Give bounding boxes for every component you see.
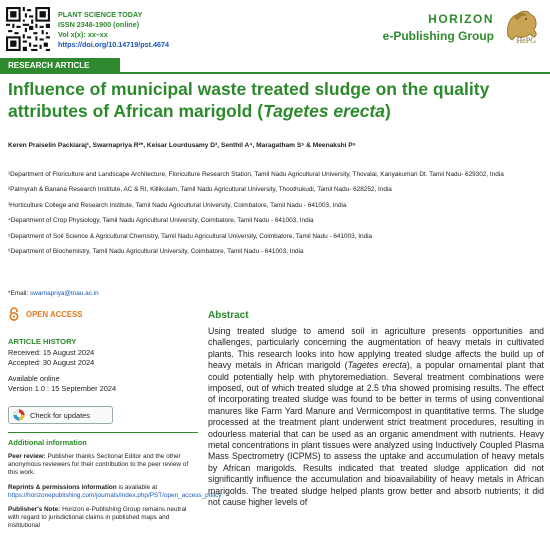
article-title [8, 78, 538, 122]
journal-issn: ISSN 2348-1900 (online) [58, 20, 140, 29]
affiliation-3: ³Horticulture College and Research Institute, Tamil Nadu Agricultural University, Coimbatore, Tamil Nadu - 641003, India [8, 201, 347, 209]
open-lock-icon [8, 307, 20, 321]
article-history [8, 348, 198, 394]
peer-review-label: Peer review: [8, 453, 46, 460]
email-link[interactable]: swarnapriya@tnau.ac.in [30, 290, 99, 297]
qr-code-icon [6, 7, 50, 51]
affiliation-1: ¹Department of Floriculture and Landscape Architecture, Floriculture Research Station, Tamil Nadu Agricultural University, Thovalai, Kanyakumari Dt. Tamil Nadu- 629302, India [8, 171, 504, 178]
additional-info-heading: Additional information [8, 438, 87, 447]
peer-review-note [8, 453, 198, 478]
accepted-date: Accepted: 30 August 2024 [8, 358, 95, 367]
reprints-text: is available at [116, 483, 158, 491]
journal-header [0, 0, 550, 56]
sidebar-divider [8, 432, 198, 433]
reprints-link[interactable]: https://horizonepublishing.com/journals/index.php/PST/open_access_policy [8, 491, 222, 499]
affiliation-6: ⁶Department of Biochemistry, Tamil Nadu Agricultural University, Coimbatore, Tamil Nadu - 641003, India [8, 247, 304, 255]
crossmark-icon [13, 409, 25, 421]
article-type-badge: RESEARCH ARTICLE [0, 58, 120, 74]
reprints-label: Reprints & permissions information [8, 483, 117, 491]
lion-logo-icon [500, 6, 542, 52]
abstract-heading: Abstract [208, 310, 249, 321]
reprints-note [8, 483, 222, 500]
open-access-badge [8, 306, 198, 322]
journal-name: PLANT SCIENCE TODAY [58, 10, 143, 19]
email-label: *Email: [8, 290, 31, 297]
abstract-body [208, 326, 544, 509]
open-access-label: OPEN ACCESS [26, 309, 83, 319]
doi-link[interactable]: https://doi.org/10.14719/pst.4674 [58, 40, 170, 49]
journal-volume: Vol x(x): xx–xx [58, 30, 108, 39]
corresponding-email [8, 290, 99, 297]
affiliation-2: ²Palmyrah & Banana Research Institute, AC & RI, Killikulam, Tamil Nadu Agricultural University, Thoothukudi, Tamil Nadu- 628252, India [8, 186, 392, 194]
article-sidebar [8, 306, 222, 531]
header-divider [120, 72, 550, 74]
title-species: Tagetes erecta [263, 101, 385, 121]
author-list: Keren Praiselin Packiaraj¹, Swarnapriya R²*, Keisar Lourdusamy D³, Senthil A⁴, Maragatham S⁵ & Meenakshi P⁶ [8, 142, 356, 149]
publisher-line2: e-Publishing Group [382, 29, 494, 43]
publisher-line1: HORIZON [428, 12, 494, 26]
journal-info [58, 10, 169, 50]
peer-review-text: Publisher thanks Sectional Editor and the other anonymous reviewers for their contribution to the peer review of this work. [8, 453, 189, 477]
check-for-updates-button[interactable] [8, 406, 113, 424]
title-main: Influence of municipal waste treated sludge on the quality attributes of African marigold ( [8, 79, 490, 121]
publisher-logo-text: HePG [516, 36, 536, 45]
publisher-name [383, 12, 494, 43]
version-date: Version 1.0 : 15 September 2024 [8, 384, 117, 393]
abstract-species: Tagetes erecta [347, 360, 407, 371]
abstract-text-2: ), a popular ornamental plant that could potentially help with phytoremediation. Several treatment combinations were imposed, out of which treated sludge at 2.5 t/ha showed promising results. The effect of incorporating treated sludge was found to be better in terms of using conventional manures like Farm Yard Manure and Vermicompost in quantitative terms. The sludge processed at the treatment plant underwent strict treatment procedures, resulting in odourless material that can be used as an organic amendment with nutrients. Heavy metal concentrations in plant tissues were analyzed using Inductively Coupled Plasma Mass Spectrometry (ICPMS) to assess the uptake and accumulation of heavy metals by African marigolds. Results indicated that treated sludge application did not significantly influence the accumulation and bioavailability of heavy metals in African marigolds. The treated sludge helped plants grow better and absorb nutrients; it did not cause higher levels of [208, 360, 544, 508]
affiliations [8, 170, 543, 262]
received-date: Received: 15 August 2024 [8, 348, 95, 357]
check-for-updates-label: Check for updates [30, 410, 90, 420]
publisher-note [8, 506, 198, 531]
abstract-text-1: Using treated sludge to amend soil in agriculture presents opportunities and challenges, particularly concerning the augmentation of heavy metals in cultivated plants. This research looks into how applying treated sludge affects the build up of heavy metals in African marigold ( [208, 326, 544, 371]
publisher-note-label: Publisher's Note: [8, 506, 61, 514]
title-end: ) [385, 101, 391, 121]
affiliation-5: ⁵Department of Soil Science & Agricultural Chemistry, Tamil Nadu Agricultural University, Coimbatore, Tamil Nadu - 641003, India [8, 232, 373, 240]
article-history-heading: ARTICLE HISTORY [8, 337, 77, 346]
publisher-note-text: Horizon e-Publishing Group remains neutral with regard to jurisdictional claims in published maps and institutional [8, 506, 187, 530]
affiliation-4: ⁴Department of Crop Physiology, Tamil Nadu Agricultural University, Coimbatore, Tamil Nadu - 641003, India [8, 217, 314, 225]
available-online-label: Available online [8, 374, 60, 383]
